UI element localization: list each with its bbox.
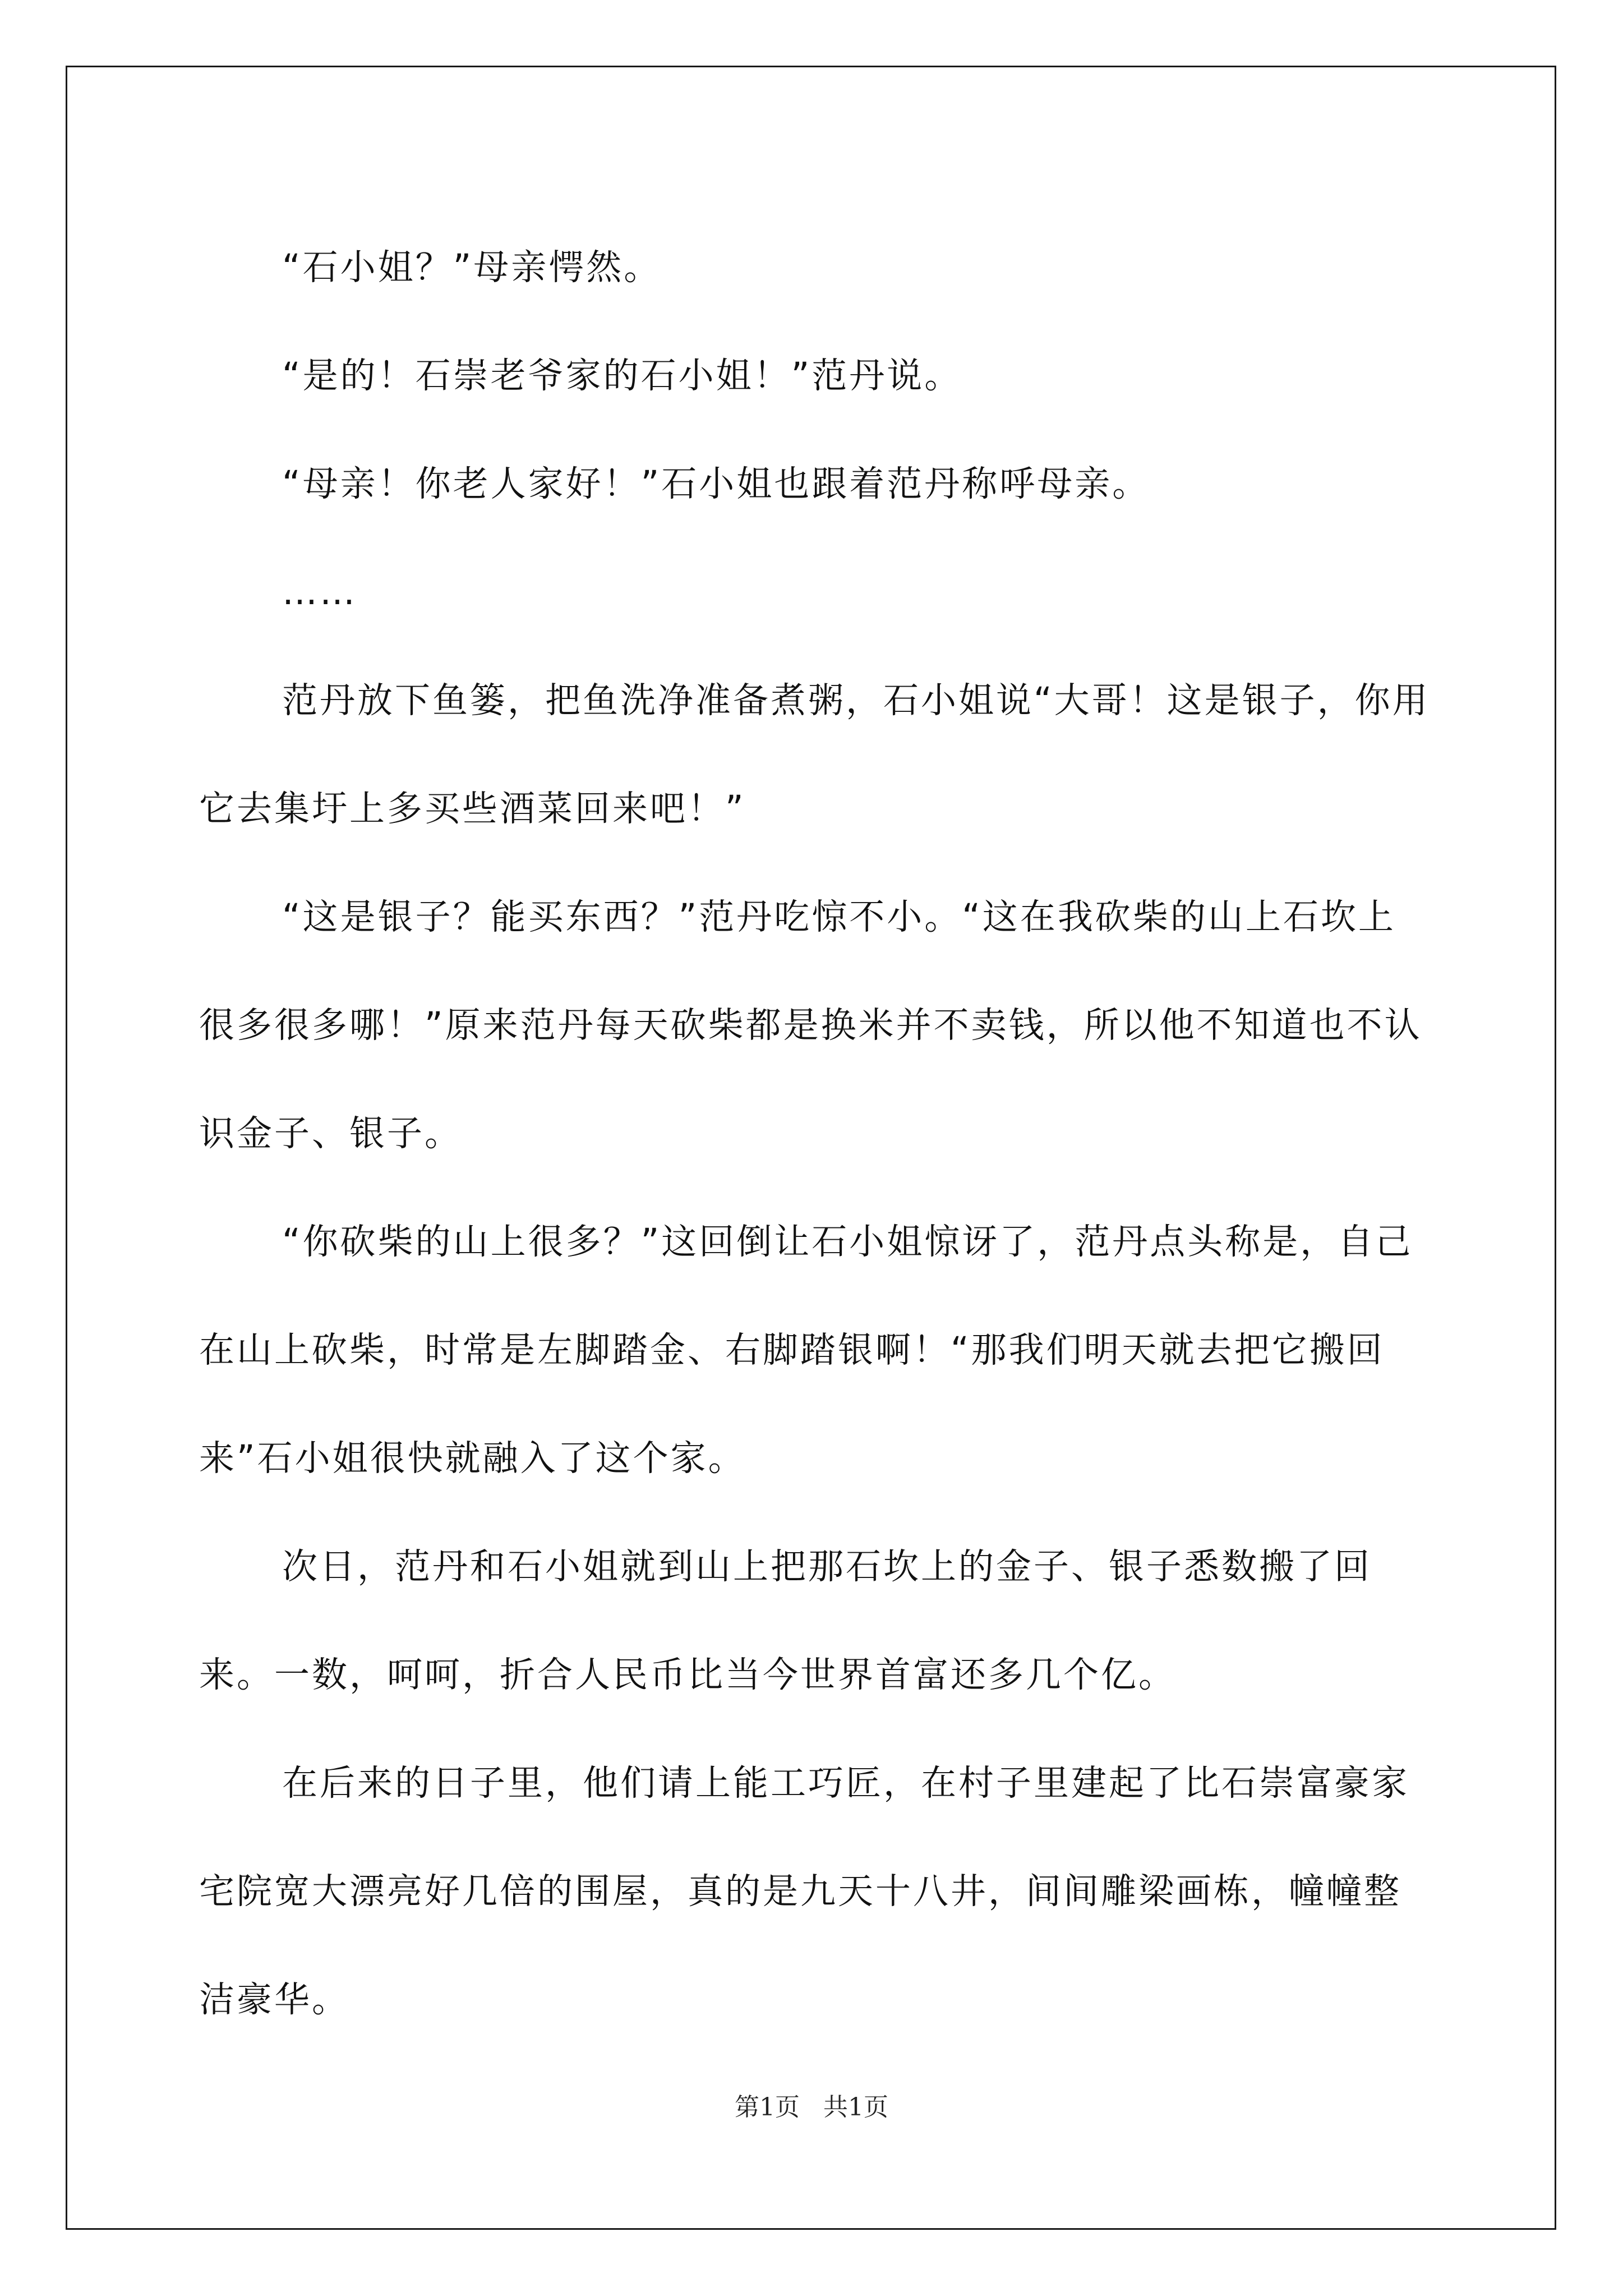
- page-footer: [0, 2087, 1623, 2123]
- paragraph: 范丹放下鱼篓，把鱼洗净准备煮粥，石小姐说“大哥！这是银子，你用它去集圩上多买些酒菜回来吧！”: [199, 680, 1430, 829]
- paragraph: “是的！石崇老爷家的石小姐！”范丹说。: [282, 355, 962, 396]
- page-total: 共1页: [823, 2093, 888, 2122]
- paragraph: “母亲！你老人家好！”石小姐也跟着范丹称呼母亲。: [282, 463, 1150, 504]
- paragraph: “你砍柴的山上很多？”这回倒让石小姐惊讶了，范丹点头称是，自己在山上砍柴，时常是左脚踏金、右脚踏银啊！“那我们明天就去把它搬回来”石小姐很快就融入了这个家。: [199, 1221, 1413, 1479]
- document-body: [199, 213, 1433, 2054]
- paragraph: 次日，范丹和石小姐就到山上把那石坎上的金子、银子悉数搬了回来。一数，呵呵，折合人民币比当今世界首富还多几个亿。: [199, 1546, 1372, 1695]
- paragraph: “石小姐？”母亲愕然。: [282, 247, 662, 288]
- paragraph-ellipsis: ……: [282, 572, 357, 613]
- paragraph: 在后来的日子里，他们请上能工巧匠，在村子里建起了比石崇富豪家宅院宽大漂亮好几倍的围屋，真的是九天十八井，间间雕梁画栋，幢幢整洁豪华。: [199, 1763, 1409, 2020]
- page-number: 第1页: [735, 2093, 800, 2122]
- paragraph: “这是银子？能买东西？”范丹吃惊不小。“这在我砍柴的山上石坎上很多很多哪！”原来范丹每天砍柴都是换米并不卖钱，所以他不知道也不认识金子、银子。: [199, 896, 1422, 1154]
